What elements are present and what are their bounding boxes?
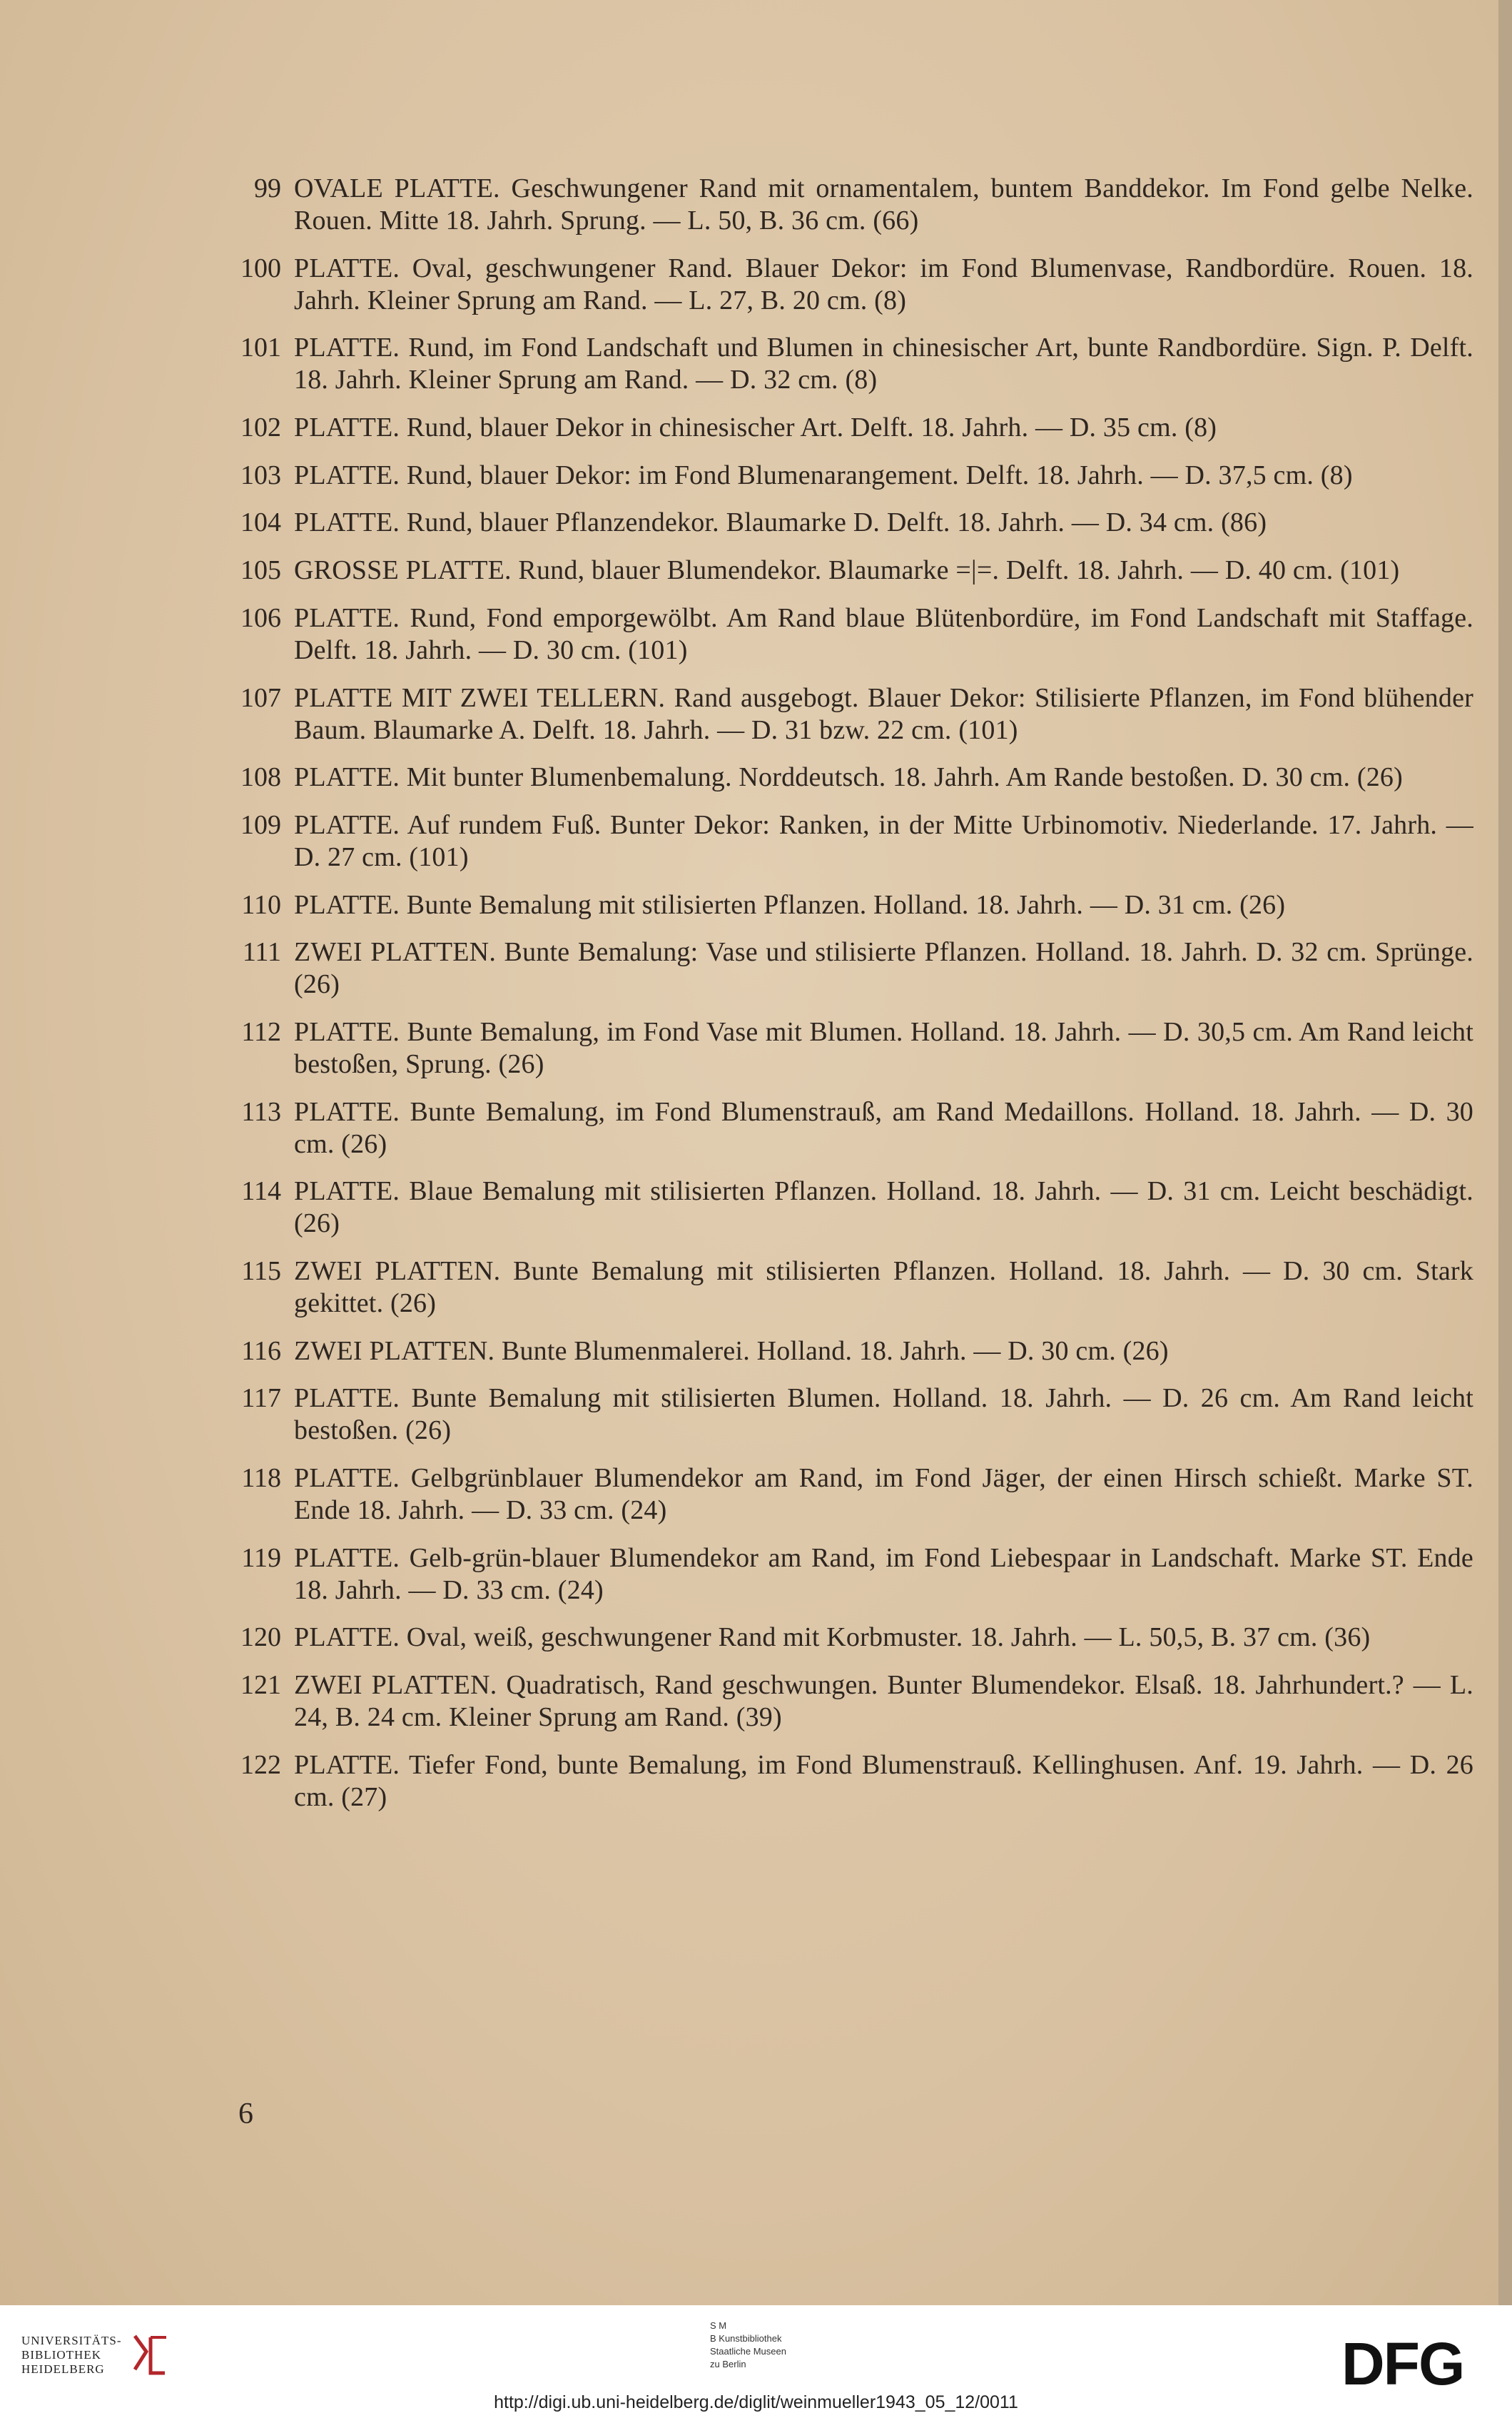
catalog-entry xyxy=(228,460,1473,492)
catalog-entry xyxy=(228,889,1473,921)
catalog-entry xyxy=(228,412,1473,444)
entry-description: ZWEI PLATTEN. Quadratisch, Rand geschwungen. Bunter Blumendekor. Elsaß. 18. Jahrhundert.? — L. 24, B. 24 cm. Kleiner Sprung am Rand. (39) xyxy=(294,1670,1473,1733)
entry-number: 111 xyxy=(242,937,281,968)
entry-description: PLATTE. Gelb-grün-blauer Blumendekor am Rand, im Fond Liebespaar in Landschaft. Marke ST. Ende 18. Jahrh. — D. 33 cm. (24) xyxy=(294,1542,1473,1605)
entry-number: 99 xyxy=(254,173,281,203)
entry-description: PLATTE. Mit bunter Blumenbemalung. Norddeutsch. 18. Jahrh. Am Rande bestoßen. D. 30 cm. (26) xyxy=(294,762,1403,793)
entry-number: 109 xyxy=(240,809,281,840)
entry-number: 110 xyxy=(241,889,281,920)
entry-description: PLATTE. Rund, blauer Pflanzendekor. Blaumarke D. Delft. 18. Jahrh. — D. 34 cm. (86) xyxy=(294,507,1267,538)
catalog-entry xyxy=(228,555,1473,587)
catalog-entry xyxy=(228,1542,1473,1607)
university-library-name: UNIVERSITÄTS- BIBLIOTHEK HEIDELBERG xyxy=(21,2334,122,2376)
entry-description: PLATTE MIT ZWEI TELLERN. Rand ausgebogt. Blauer Dekor: Stilisierte Pflanzen, im Fond blühender Baum. Blaumarke A. Delft. 18. Jahrh. — D. 31 bzw. 22 cm. (101) xyxy=(294,682,1473,745)
catalog-entry xyxy=(228,1175,1473,1240)
entry-description: PLATTE. Gelbgrünblauer Blumendekor am Rand, im Fond Jäger, der einen Hirsch schießt. Marke ST. Ende 18. Jahrh. — D. 33 cm. (24) xyxy=(294,1463,1473,1526)
entry-number: 112 xyxy=(241,1016,281,1047)
entry-description: PLATTE. Rund, blauer Dekor: im Fond Blumenarangement. Delft. 18. Jahrh. — D. 37,5 cm. (8) xyxy=(294,460,1353,490)
entry-number: 101 xyxy=(240,333,281,363)
entry-description: PLATTE. Oval, geschwungener Rand. Blauer Dekor: im Fond Blumenvase, Randbordüre. Rouen. 18. Jahrh. Kleiner Sprung am Rand. — L. 27, B. 20 cm. (8) xyxy=(294,253,1473,315)
entry-number: 105 xyxy=(240,555,281,586)
catalog-entry xyxy=(228,1749,1473,1814)
catalog-entry xyxy=(228,936,1473,1001)
catalog-entry xyxy=(228,1622,1473,1654)
catalog-entry xyxy=(228,809,1473,874)
entry-description: OVALE PLATTE. Geschwungener Rand mit ornamentalem, buntem Banddekor. Im Fond gelbe Nelke. Rouen. Mitte 18. Jahrh. Sprung. — L. 50, B. 36 cm. (66) xyxy=(294,173,1473,236)
entry-number: 115 xyxy=(241,1256,281,1286)
entry-number: 117 xyxy=(241,1383,281,1414)
entry-number: 116 xyxy=(241,1335,281,1366)
catalog-entry xyxy=(228,1096,1473,1160)
entry-number: 108 xyxy=(240,762,281,793)
catalog-entry xyxy=(228,1335,1473,1367)
catalog-entry xyxy=(228,253,1473,317)
entry-number: 100 xyxy=(240,253,281,283)
catalog-entry xyxy=(228,332,1473,396)
entry-number: 113 xyxy=(241,1096,281,1127)
entry-description: ZWEI PLATTEN. Bunte Bemalung mit stilisierten Pflanzen. Holland. 18. Jahrh. — D. 30 cm. Stark gekittet. (26) xyxy=(294,1256,1473,1318)
entry-description: PLATTE. Blaue Bemalung mit stilisierten Pflanzen. Holland. 18. Jahrh. — D. 31 cm. Leicht beschädigt. (26) xyxy=(294,1176,1473,1239)
entry-description: ZWEI PLATTEN. Bunte Bemalung: Vase und stilisierte Pflanzen. Holland. 18. Jahrh. D. 32 cm. Sprünge. (26) xyxy=(294,937,1473,1000)
entry-number: 102 xyxy=(240,413,281,443)
entry-description: PLATTE. Rund, Fond emporgewölbt. Am Rand blaue Blütenbordüre, im Fond Landschaft mit Staffage. Delft. 18. Jahrh. — D. 30 cm. (101) xyxy=(294,602,1473,665)
entry-description: PLATTE. Tiefer Fond, bunte Bemalung, im Fond Blumenstrauß. Kellinghusen. Anf. 19. Jahrh. — D. 26 cm. (27) xyxy=(294,1749,1473,1812)
entry-description: PLATTE. Bunte Bemalung mit stilisierten Pflanzen. Holland. 18. Jahrh. — D. 31 cm. (26) xyxy=(294,889,1286,920)
page-number: 6 xyxy=(238,2098,253,2130)
catalog-entry xyxy=(228,1669,1473,1734)
catalog-entry xyxy=(228,1382,1473,1447)
entry-number: 104 xyxy=(240,507,281,538)
source-url[interactable]: http://digi.ub.uni-heidelberg.de/diglit/weinmueller1943_05_12/0011 xyxy=(494,2392,1018,2412)
catalog-entry xyxy=(228,1016,1473,1081)
entry-description: PLATTE. Rund, im Fond Landschaft und Blumen in chinesischer Art, bunte Randbordüre. Sign. P. Delft. 18. Jahrh. Kleiner Sprung am Rand. — D. 32 cm. (8) xyxy=(294,333,1473,395)
page-edge xyxy=(1498,0,1512,2305)
entry-description: GROSSE PLATTE. Rund, blauer Blumendekor. Blaumarke =|=. Delft. 18. Jahrh. — D. 40 cm. (101) xyxy=(294,555,1400,586)
university-library-logo xyxy=(21,2330,172,2380)
entry-description: PLATTE. Bunte Bemalung, im Fond Blumenstrauß, am Rand Medaillons. Holland. 18. Jahrh. — D. 30 cm. (26) xyxy=(294,1096,1473,1159)
entry-number: 107 xyxy=(240,682,281,713)
catalog-entry xyxy=(228,173,1473,237)
university-seal-icon xyxy=(129,2330,172,2380)
catalog-entry xyxy=(228,762,1473,794)
entry-number: 103 xyxy=(240,460,281,490)
entry-number: 120 xyxy=(240,1622,281,1653)
catalog-entry xyxy=(228,682,1473,747)
entry-description: PLATTE. Auf rundem Fuß. Bunter Dekor: Ranken, in der Mitte Urbinomotiv. Niederlande. 17. Jahrh. — D. 27 cm. (101) xyxy=(294,809,1473,872)
entry-number: 119 xyxy=(241,1542,281,1573)
entry-description: PLATTE. Rund, blauer Dekor in chinesischer Art. Delft. 18. Jahrh. — D. 35 cm. (8) xyxy=(294,413,1217,443)
entry-number: 114 xyxy=(241,1176,281,1207)
entry-description: PLATTE. Bunte Bemalung mit stilisierten Blumen. Holland. 18. Jahrh. — D. 26 cm. Am Rand leicht bestoßen. (26) xyxy=(294,1383,1473,1446)
catalog-entries xyxy=(228,173,1473,1829)
entry-number: 122 xyxy=(240,1749,281,1780)
entry-number: 118 xyxy=(241,1463,281,1494)
kunstbibliothek-logo: S M B Kunstbibliothek Staatliche Museen zu Berlin xyxy=(710,2320,786,2369)
catalog-entry xyxy=(228,1462,1473,1527)
catalog-entry xyxy=(228,602,1473,667)
entry-description: PLATTE. Oval, weiß, geschwungener Rand mit Korbmuster. 18. Jahrh. — L. 50,5, B. 37 cm. (36) xyxy=(294,1622,1371,1653)
catalog-entry xyxy=(228,1255,1473,1320)
entry-number: 106 xyxy=(240,602,281,633)
entry-number: 121 xyxy=(240,1670,281,1701)
catalog-entry xyxy=(228,507,1473,539)
dfg-logo: DFG xyxy=(1341,2330,1464,2397)
entry-description: PLATTE. Bunte Bemalung, im Fond Vase mit Blumen. Holland. 18. Jahrh. — D. 30,5 cm. Am Rand leicht bestoßen, Sprung. (26) xyxy=(294,1016,1473,1079)
entry-description: ZWEI PLATTEN. Bunte Blumenmalerei. Holland. 18. Jahrh. — D. 30 cm. (26) xyxy=(294,1335,1169,1366)
